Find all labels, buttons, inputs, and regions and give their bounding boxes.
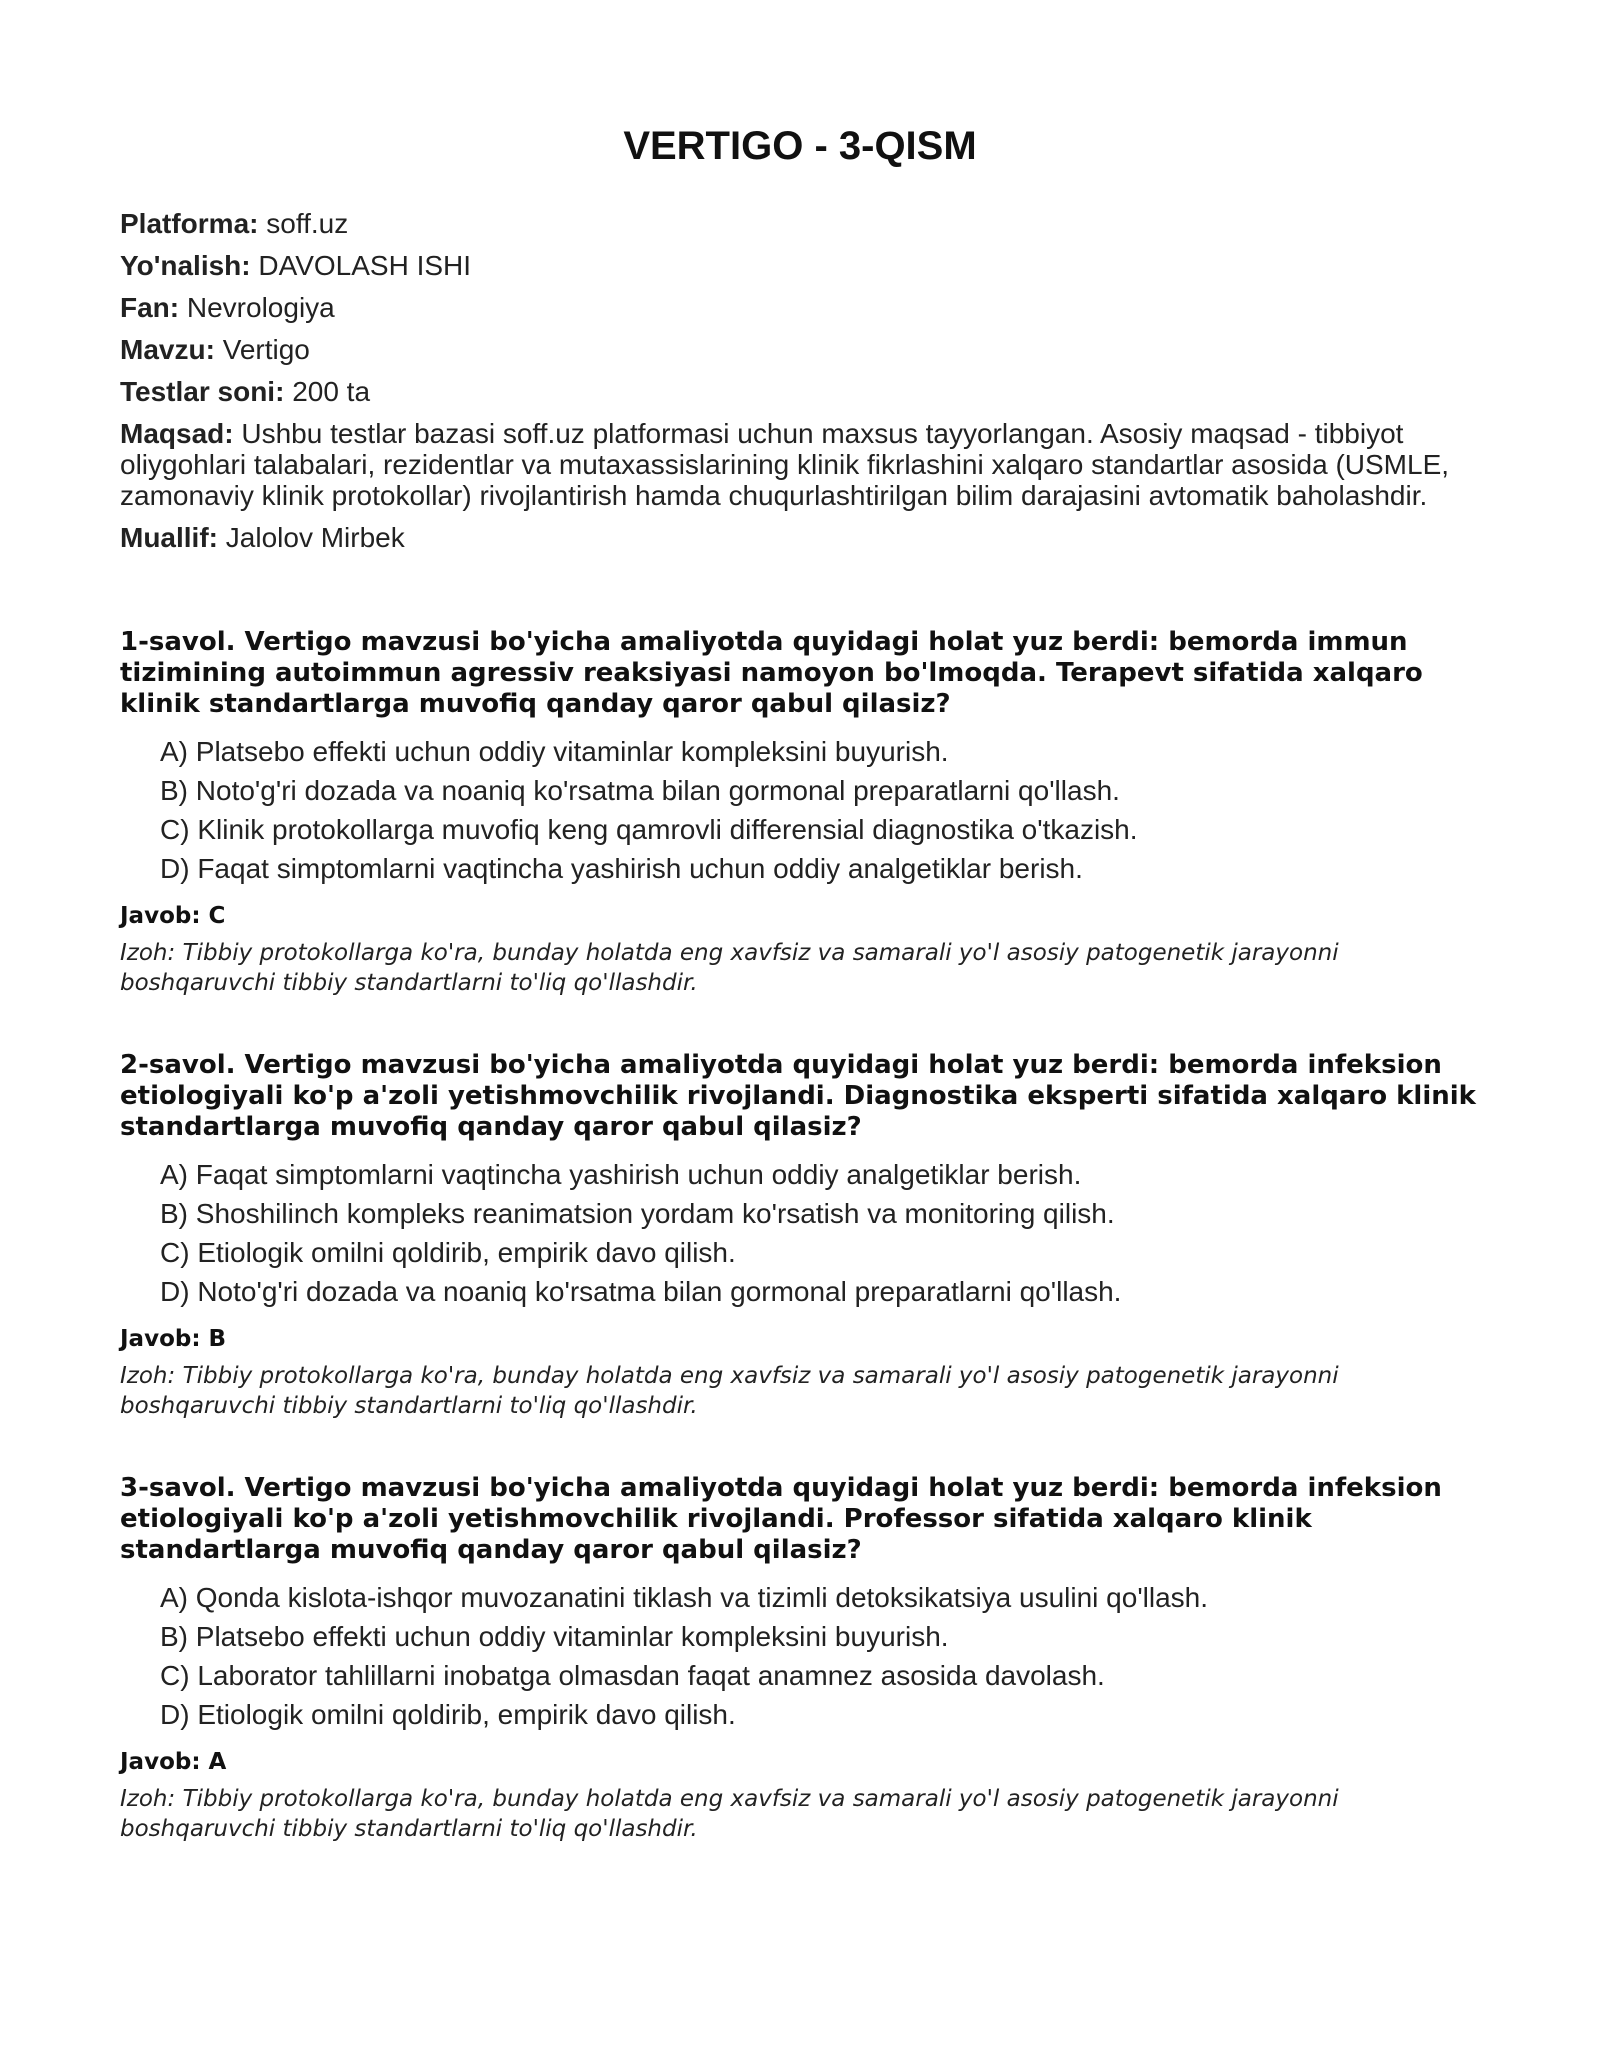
answer-label: Javob: B — [120, 1326, 227, 1352]
explanation-note: Izoh: Tibbiy protokollarga ko'ra, bunday holatda eng xavfsiz va samarali yo'l asosiy patogenetik jarayonni boshqaruvchi tibbiy standartlarni to'liq qo'llashdir. — [120, 1363, 1339, 1419]
meta-test-count — [120, 376, 1480, 407]
meta-key: Testlar soni: — [120, 376, 285, 407]
question-3 — [120, 1473, 1480, 1844]
meta-block — [120, 208, 1480, 553]
page-title: VERTIGO - 3-QISM — [623, 124, 977, 168]
meta-subject — [120, 292, 1480, 323]
option-d: D) Noto'g'ri dozada va noaniq ko'rsatma bilan gormonal preparatlarni qo'llash. — [160, 1276, 1122, 1307]
option-c: C) Etiologik omilni qoldirib, empirik davo qilish. — [160, 1237, 736, 1268]
meta-value: Ushbu testlar bazasi soff.uz platformasi uchun maxsus tayyorlangan. Asosiy maqsad - tibbiyot oliygohlari talabalari, rezidentlar va mutaxassislarining klinik fikrlashini xalqaro standartlar asosida (USMLE, zamonaviy klinik protokollar) rivojlantirish hamda chuqurlashtirilgan bilim darajasini avtomatik baholashdir. — [120, 418, 1450, 511]
question-text: 3-savol. Vertigo mavzusi bo'yicha amaliyotda quyidagi holat yuz berdi: bemorda infeksion etiologiyali ko'p a'zoli yetishmovchilik rivojlandi. Professor sifatida xalqaro klinik standartlarga muvofiq qanday qaror qabul qilasiz? — [120, 1473, 1442, 1565]
document-page — [120, 118, 1480, 1896]
meta-key: Muallif: — [120, 522, 218, 553]
question-2 — [120, 1050, 1480, 1421]
options-list — [160, 1155, 1480, 1311]
option-b: B) Shoshilinch kompleks reanimatsion yordam ko'rsatish va monitoring qilish. — [160, 1198, 1115, 1229]
meta-key: Mavzu: — [120, 334, 215, 365]
option-d: D) Faqat simptomlarni vaqtincha yashirish uchun oddiy analgetiklar berish. — [160, 853, 1083, 884]
meta-value: Jalolov Mirbek — [225, 522, 405, 553]
meta-platform — [120, 208, 1480, 239]
meta-key: Yo'nalish: — [120, 250, 251, 281]
meta-direction — [120, 250, 1480, 281]
option-c: C) Laborator tahlillarni inobatga olmasdan faqat anamnez asosida davolash. — [160, 1660, 1105, 1691]
option-a: A) Faqat simptomlarni vaqtincha yashirish uchun oddiy analgetiklar berish. — [160, 1159, 1082, 1190]
answer-label: Javob: A — [120, 1749, 227, 1775]
meta-value: Nevrologiya — [186, 292, 335, 323]
question-text: 1-savol. Vertigo mavzusi bo'yicha amaliyotda quyidagi holat yuz berdi: bemorda immun tizimining autoimmun agressiv reaksiyasi namoyon bo'lmoqda. Terapevt sifatida xalqaro klinik standartlarga muvofiq qanday qaror qabul qilasiz? — [120, 627, 1423, 719]
explanation-note: Izoh: Tibbiy protokollarga ko'ra, bunday holatda eng xavfsiz va samarali yo'l asosiy patogenetik jarayonni boshqaruvchi tibbiy standartlarni to'liq qo'llashdir. — [120, 1786, 1339, 1842]
option-b: B) Platsebo effekti uchun oddiy vitaminlar kompleksini buyurish. — [160, 1621, 949, 1652]
option-a: A) Qonda kislota-ishqor muvozanatini tiklash va tizimli detoksikatsiya usulini qo'llash. — [160, 1582, 1209, 1613]
option-c: C) Klinik protokollarga muvofiq keng qamrovli differensial diagnostika o'tkazish. — [160, 814, 1138, 845]
meta-author — [120, 522, 1480, 553]
option-b: B) Noto'g'ri dozada va noaniq ko'rsatma bilan gormonal preparatlarni qo'llash. — [160, 775, 1120, 806]
options-list — [160, 732, 1480, 888]
meta-key: Maqsad: — [120, 418, 234, 449]
meta-key: Fan: — [120, 292, 180, 323]
question-text: 2-savol. Vertigo mavzusi bo'yicha amaliyotda quyidagi holat yuz berdi: bemorda infeksion etiologiyali ko'p a'zoli yetishmovchilik rivojlandi. Diagnostika eksperti sifatida xalqaro klinik standartlarga muvofiq qanday qaror qabul qilasiz? — [120, 1050, 1476, 1142]
meta-value: DAVOLASH ISHI — [258, 250, 472, 281]
meta-key: Platforma: — [120, 208, 259, 239]
questions-list — [120, 627, 1480, 1844]
meta-value: Vertigo — [222, 334, 310, 365]
option-a: A) Platsebo effekti uchun oddiy vitaminlar kompleksini buyurish. — [160, 736, 949, 767]
question-1 — [120, 627, 1480, 998]
meta-value: soff.uz — [266, 208, 349, 239]
meta-topic — [120, 334, 1480, 365]
option-d: D) Etiologik omilni qoldirib, empirik davo qilish. — [160, 1699, 736, 1730]
meta-purpose — [120, 418, 1480, 511]
answer-label: Javob: C — [120, 903, 226, 929]
options-list — [160, 1578, 1480, 1734]
meta-value: 200 ta — [292, 376, 371, 407]
explanation-note: Izoh: Tibbiy protokollarga ko'ra, bunday holatda eng xavfsiz va samarali yo'l asosiy patogenetik jarayonni boshqaruvchi tibbiy standartlarni to'liq qo'llashdir. — [120, 940, 1339, 996]
